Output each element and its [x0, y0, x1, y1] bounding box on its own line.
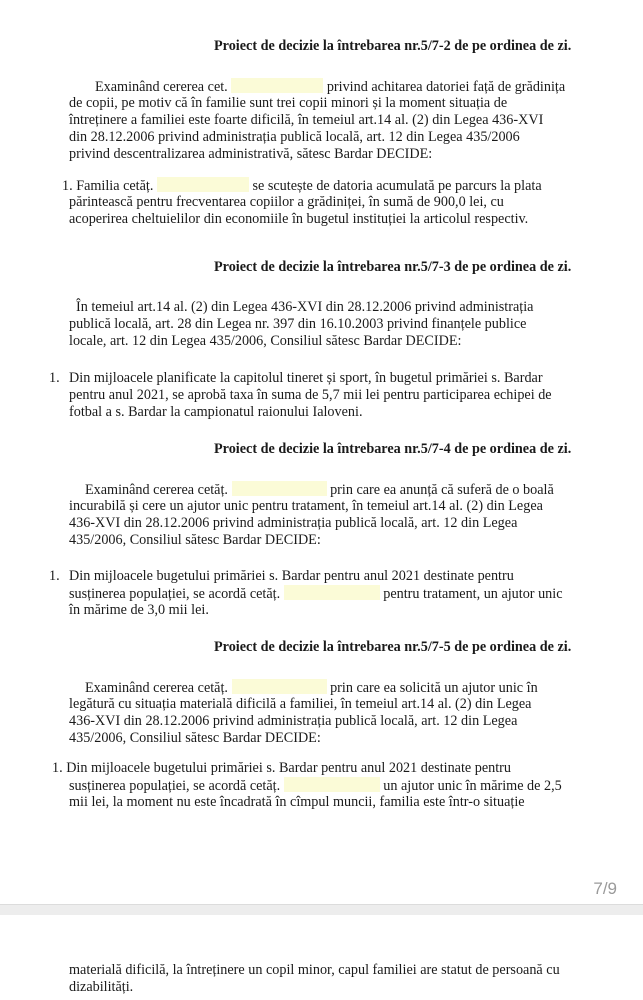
list-item-line: Din mijloacele bugetului primăriei s. Bardar pentru anul 2021 destinate pentru	[69, 568, 514, 584]
paragraph-line: Examinând cererea cet. privind achitarea datoriei față de grădinița	[95, 79, 566, 95]
paragraph-line: 435/2006, Consiliul sătesc Bardar DECIDE:	[69, 532, 321, 548]
paragraph-line: din 28.12.2006 privind administrația publică locală, art. 12 din Legea 435/2006	[69, 129, 520, 145]
list-item-line: 1. Din mijloacele bugetului primăriei s. Bardar pentru anul 2021 destinate pentru	[52, 760, 511, 776]
list-item-line: susținerea populației, se acordă cetăț. pentru tratament, un ajutor unic	[69, 586, 563, 602]
paragraph-line: 436-XVI din 28.12.2006 privind administrația publică locală, art. 12 din Legea	[69, 515, 518, 531]
list-number: 1.	[49, 568, 60, 584]
paragraph-line: privind descentralizarea administrativă, sătesc Bardar DECIDE:	[69, 146, 433, 162]
redacted-name	[231, 78, 323, 93]
list-number: 1.	[49, 370, 60, 386]
paragraph-line: materială dificilă, la întreținere un copil minor, capul familiei are statut de persoană cu	[69, 962, 560, 978]
list-item-line: în mărime de 3,0 mii lei.	[69, 602, 209, 618]
page-indicator: 7/9	[593, 879, 617, 898]
list-item-line: pentru anul 2021, se aprobă taxa în suma de 5,7 mii lei pentru participarea echipei de	[69, 387, 552, 403]
redacted-name	[232, 481, 327, 496]
paragraph-line: întreținere a familiei este foarte dificilă, în temeiul art.14 al. (2) din Legea 436-XVI	[69, 112, 544, 128]
decision-title: Proiect de decizie la întrebarea nr.5/7-4 de pe ordinea de zi.	[214, 441, 572, 457]
paragraph-line: dizabilități.	[69, 979, 134, 995]
redacted-name	[284, 585, 380, 600]
document-page-8	[0, 915, 643, 1000]
paragraph-line: 436-XVI din 28.12.2006 privind administrația publică locală, art. 12 din Legea	[69, 713, 518, 729]
list-item-line: Din mijloacele planificate la capitolul tineret și sport, în bugetul primăriei s. Bardar	[69, 370, 543, 386]
redacted-name	[157, 177, 249, 192]
list-item-line: mii lei, la moment nu este încadrată în cîmpul muncii, familia este într-o situație	[69, 794, 525, 810]
paragraph-line: 435/2006, Consiliul sătesc Bardar DECIDE:	[69, 730, 321, 746]
redacted-name	[284, 777, 380, 792]
paragraph-line: publică locală, art. 28 din Legea nr. 397 din 16.10.2003 privind finanțele publice	[69, 316, 527, 332]
decision-title: Proiect de decizie la întrebarea nr.5/7-5 de pe ordinea de zi.	[214, 639, 572, 655]
paragraph-line: În temeiul art.14 al. (2) din Legea 436-XVI din 28.12.2006 privind administrația	[76, 299, 534, 315]
paragraph-line: Examinând cererea cetăț. prin care ea anunță că suferă de o boală	[85, 482, 554, 498]
decision-title: Proiect de decizie la întrebarea nr.5/7-2 de pe ordinea de zi.	[214, 38, 572, 54]
list-item-line: 1. Familia cetăț. se scutește de datoria acumulată pe parcurs la plata	[62, 178, 542, 194]
paragraph-line: legătură cu situația materială dificilă a familiei, în temeiul art.14 al. (2) din Legea	[69, 696, 532, 712]
paragraph-line: de copii, pe motiv că în familie sunt trei copii minori și la moment situația de	[69, 95, 508, 111]
paragraph-line: locale, art. 12 din Legea 435/2006, Consiliul sătesc Bardar DECIDE:	[69, 333, 462, 349]
list-item-line: părintească pentru frecventarea copiilor a grădiniței, în sumă de 900,0 lei, cu	[69, 194, 504, 210]
decision-title: Proiect de decizie la întrebarea nr.5/7-3 de pe ordinea de zi.	[214, 259, 572, 275]
list-item-line: fotbal a s. Bardar la campionatul raionului Ialoveni.	[69, 404, 363, 420]
list-item-line: susținerea populației, se acordă cetăț. un ajutor unic în mărime de 2,5	[69, 778, 562, 794]
paragraph-line: Examinând cererea cetăț. prin care ea solicită un ajutor unic în	[85, 680, 538, 696]
redacted-name	[232, 679, 327, 694]
paragraph-line: incurabilă și cere un ajutor unic pentru tratament, în temeiul art.14 al. (2) din Legea	[69, 498, 543, 514]
list-item-line: acoperirea cheltuielilor din economiile în bugetul instituției la articolul respectiv.	[69, 211, 529, 227]
